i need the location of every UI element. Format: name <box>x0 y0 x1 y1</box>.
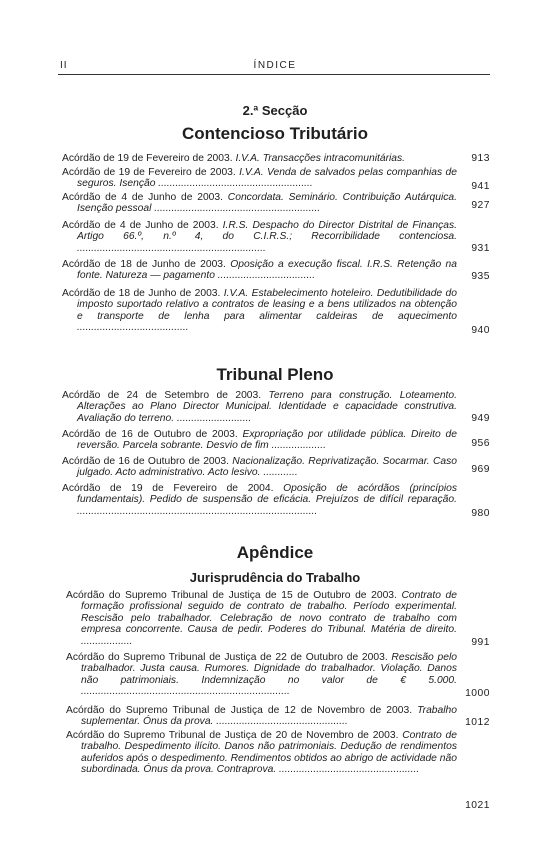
index-entry <box>62 429 457 452</box>
page-ref: 980 <box>471 508 490 519</box>
section-subheading: 2.ª Secção <box>242 103 308 118</box>
entry-ruling: Acórdão de 18 de Junho de 2003. <box>62 259 231 270</box>
entry-ruling: Acórdão do Supremo Tribunal de Justiça de 15 de Outubro de 2003. <box>66 590 402 601</box>
index-entry <box>66 705 457 728</box>
entry-ruling: Acórdão de 16 de Outubro de 2003. <box>62 429 243 440</box>
page-ref: 941 <box>471 181 490 192</box>
page-ref: 935 <box>471 271 490 282</box>
index-entry <box>62 153 457 164</box>
entry-subject: I.V.A. Transacções intracomunitárias. <box>235 153 406 164</box>
index-entry <box>62 192 457 215</box>
index-entry <box>62 259 457 282</box>
page-ref: 949 <box>471 413 490 424</box>
entry-ruling: Acórdão do Supremo Tribunal de Justiça de 20 de Novembro de 2003. <box>66 730 403 741</box>
index-entry <box>62 288 457 334</box>
page-ref: 927 <box>471 200 490 211</box>
page-ref: 991 <box>471 637 490 648</box>
entry-subject: I.V.A. Venda de salvados pelas companhias de seguros. Isenção ...................................................... <box>77 167 458 190</box>
section-heading: Tribunal Pleno <box>216 365 334 384</box>
section-subheading: Jurisprudência do Trabalho <box>189 570 361 585</box>
header-rule <box>58 74 490 75</box>
entry-subject: I.R.S. Despacho do Director Distrital de Finanças. Artigo 66.º, n.º 4, do C.I.R.S.; Recorribilidade contenciosa. .................................................................. <box>77 220 457 254</box>
index-entry <box>66 652 457 698</box>
page-ref: 1000 <box>465 688 490 699</box>
entry-subject: Trabalho suplementar. Ónus da prova. .............................................. <box>81 705 457 728</box>
index-entry <box>62 390 457 424</box>
entry-subject: Oposição a execução fiscal. I.R.S. Retenção na fonte. Natureza — pagamento .................................. <box>77 259 457 282</box>
entry-ruling: Acórdão de 24 de Setembro de 2003. <box>62 390 269 401</box>
entry-ruling: Acórdão de 19 de Fevereiro de 2003. <box>62 153 236 164</box>
running-title: ÍNDICE <box>253 60 297 71</box>
page-ref: 913 <box>471 153 490 164</box>
index-entry <box>62 220 457 254</box>
page-ref: 931 <box>471 243 490 254</box>
section-heading: Contencioso Tributário <box>181 124 369 143</box>
entry-ruling: Acórdão do Supremo Tribunal de Justiça de 12 de Novembro de 2003. <box>66 705 418 716</box>
index-entry <box>62 456 457 479</box>
page-ref: 956 <box>471 438 490 449</box>
entry-subject: Oposição de acórdãos (princípios fundamentais). Pedido de suspensão de eficácia. Prejuízos de difícil reparação. .................................................................................... <box>77 483 457 517</box>
entry-ruling: Acórdão de 16 de Outubro de 2003. <box>62 456 233 467</box>
entry-subject: Contrato de formação profissional seguido de contrato de trabalho. Período experimental. Rescisão pelo trabalhador. Celebração de novo contrato de trabalho com empresa concorrente. Causa de pedir. Poderes do Tribunal. Matéria de direito. .................. <box>81 590 457 647</box>
index-entry <box>66 730 457 776</box>
page-ref: 1021 <box>465 800 490 811</box>
entry-subject: Concordata. Seminário. Contribuição Autárquica. Isenção pessoal .......................................................... <box>77 192 457 215</box>
entry-subject: Rescisão pelo trabalhador. Justa causa. Rumores. Dignidade do trabalhador. Violação. Danos não patrimoniais. Indemnização no valor de € 5.000. ......................................................................... <box>81 652 457 698</box>
index-entry <box>66 590 457 647</box>
entry-subject: Contrato de trabalho. Despedimento ilícito. Danos não patrimoniais. Dedução de rendimentos auferidos após o despedimento. Rendimentos obtidos ao abrigo de actividade não subordinada. Ónus da prova. Contraprova. ................................................. <box>81 730 457 776</box>
page-ref: 969 <box>471 464 490 475</box>
page-ref: 1012 <box>465 717 490 728</box>
entry-ruling: Acórdão de 19 de Fevereiro de 2004. <box>62 483 284 494</box>
entry-subject: Nacionalização. Reprivatização. Socarmar. Caso julgado. Acto administrativo. Acto lesivo. ............ <box>77 456 458 479</box>
index-entry <box>62 483 457 517</box>
entry-ruling: Acórdão de 4 de Junho de 2003. <box>62 220 223 231</box>
entry-ruling: Acórdão de 19 de Fevereiro de 2003. <box>62 167 240 178</box>
entry-subject: I.V.A. Estabelecimento hoteleiro. Dedutibilidade do imposto suportado relativo a contratos de leasing e a bens utilizados na obtenção e transporte de lenha para alimentar caldeiras de aquecimento ....................................... <box>77 288 458 334</box>
entry-subject: Terreno para construção. Loteamento. Alterações ao Plano Director Municipal. Identidade e capacidade construtiva. Avaliação do terreno. .......................... <box>77 390 457 424</box>
entry-ruling: Acórdão do Supremo Tribunal de Justiça de 22 de Outubro de 2003. <box>66 652 392 663</box>
index-entry <box>62 167 457 190</box>
page-number: II <box>60 60 68 71</box>
page-ref: 940 <box>471 325 490 336</box>
entry-ruling: Acórdão de 4 de Junho de 2003. <box>62 192 228 203</box>
entry-ruling: Acórdão de 18 de Junho de 2003. <box>62 288 224 299</box>
entry-subject: Expropriação por utilidade pública. Direito de reversão. Parcela sobrante. Desvio de fim ................... <box>77 429 457 452</box>
section-heading: Apêndice <box>236 543 314 562</box>
